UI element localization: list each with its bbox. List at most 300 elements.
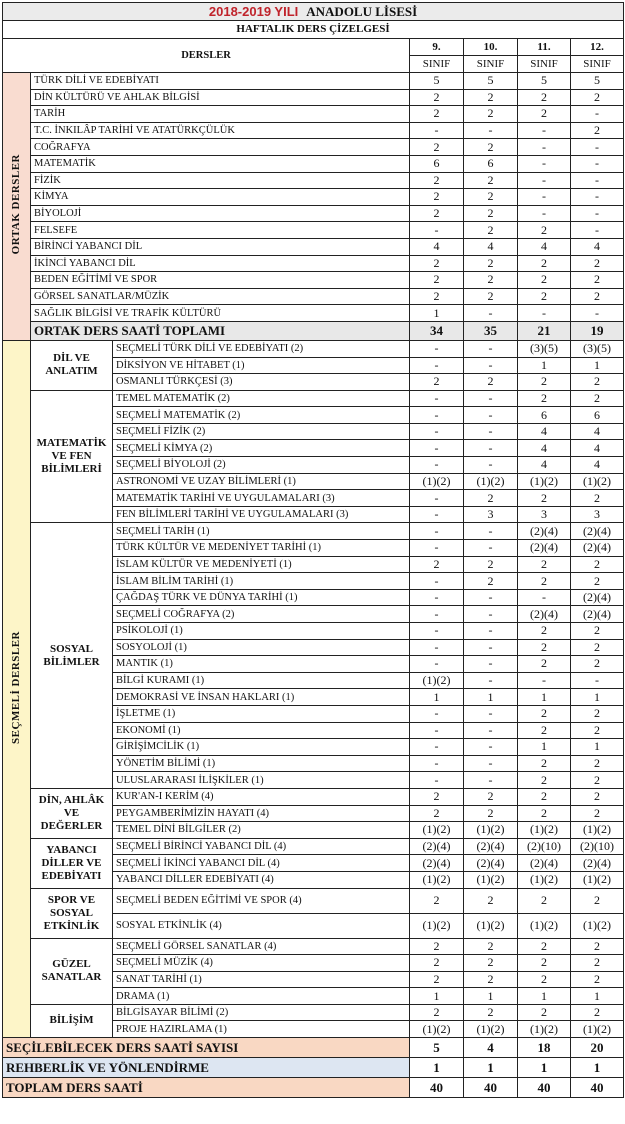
hours-grade-12: - bbox=[571, 305, 624, 322]
hours-grade-11: 2 bbox=[518, 772, 571, 789]
hours-grade-12: (2)(4) bbox=[571, 589, 624, 606]
course-name: ÇAĞDAŞ TÜRK VE DÜNYA TARİHİ (1) bbox=[113, 589, 410, 606]
hours-grade-11: 4 bbox=[518, 238, 571, 255]
hours-grade-9: 2 bbox=[410, 139, 464, 156]
hours-grade-9: - bbox=[410, 423, 464, 440]
toplam-row bbox=[3, 1078, 624, 1098]
hours-grade-11: (2)(4) bbox=[518, 523, 571, 540]
hours-grade-10: 4 bbox=[464, 238, 518, 255]
hours-grade-9: 2 bbox=[410, 971, 464, 988]
course-name: SOSYOLOJİ (1) bbox=[113, 639, 410, 656]
hours-grade-11: 4 bbox=[518, 423, 571, 440]
hours-grade-10: 2 bbox=[464, 374, 518, 391]
hours-grade-12: 2 bbox=[571, 755, 624, 772]
hours-grade-10: - bbox=[464, 440, 518, 457]
hours-grade-9: (1)(2) bbox=[410, 822, 464, 839]
hours-grade-9: - bbox=[410, 122, 464, 139]
hours-grade-10: 2 bbox=[464, 189, 518, 206]
course-row bbox=[3, 340, 624, 357]
hours-grade-12: - bbox=[571, 222, 624, 239]
sinif-header: SINIF bbox=[518, 56, 571, 73]
grade-11-header: 11. bbox=[518, 39, 571, 56]
hours-grade-10: - bbox=[464, 390, 518, 407]
hours-grade-11: 2 bbox=[518, 288, 571, 305]
hours-grade-9: 2 bbox=[410, 106, 464, 123]
hours-grade-10: 2 bbox=[464, 573, 518, 590]
hours-grade-11: (2)(4) bbox=[518, 855, 571, 872]
hours-grade-12: 2 bbox=[571, 805, 624, 822]
rehberlik-label: REHBERLİK VE YÖNLENDİRME bbox=[3, 1058, 410, 1078]
hours-grade-10: (1)(2) bbox=[464, 871, 518, 888]
course-row bbox=[3, 288, 624, 305]
hours-grade-12: (1)(2) bbox=[571, 473, 624, 490]
hours-grade-12: 6 bbox=[571, 407, 624, 424]
hours-grade-11: 1 bbox=[518, 689, 571, 706]
course-name: DEMOKRASİ VE İNSAN HAKLARI (1) bbox=[113, 689, 410, 706]
title-row bbox=[3, 3, 624, 21]
hours-grade-10: 2 bbox=[464, 139, 518, 156]
course-name: PSİKOLOJİ (1) bbox=[113, 623, 410, 640]
hours-grade-12: 1 bbox=[571, 739, 624, 756]
course-name: EKONOMİ (1) bbox=[113, 722, 410, 739]
hours-grade-10: - bbox=[464, 122, 518, 139]
course-name: SEÇMELİ MATEMATİK (2) bbox=[113, 407, 410, 424]
hours-grade-9: 2 bbox=[410, 955, 464, 972]
course-name: MATEMATİK bbox=[31, 155, 410, 172]
hours-grade-9: 1 bbox=[410, 988, 464, 1005]
course-row bbox=[3, 89, 624, 106]
hours-grade-9: - bbox=[410, 523, 464, 540]
hours-grade-11: 1 bbox=[518, 357, 571, 374]
hours-grade-9: - bbox=[410, 705, 464, 722]
hours-grade-11: 2 bbox=[518, 722, 571, 739]
hours-grade-12: 2 bbox=[571, 772, 624, 789]
course-row bbox=[3, 523, 624, 540]
course-name: PROJE HAZIRLAMA (1) bbox=[113, 1021, 410, 1038]
hours-grade-9: 5 bbox=[410, 1038, 464, 1058]
course-name: İSLAM KÜLTÜR VE MEDENİYETİ (1) bbox=[113, 556, 410, 573]
course-name: ULUSLARARASI İLİŞKİLER (1) bbox=[113, 772, 410, 789]
hours-grade-9: 6 bbox=[410, 155, 464, 172]
hours-grade-11: 4 bbox=[518, 457, 571, 474]
course-group-label: DİN, AHLÂK VE DEĞERLER bbox=[31, 788, 113, 838]
hours-grade-9: 2 bbox=[410, 189, 464, 206]
subtitle-row bbox=[3, 21, 624, 39]
hours-grade-11: 2 bbox=[518, 89, 571, 106]
hours-grade-10: (1)(2) bbox=[464, 473, 518, 490]
course-name: SEÇMELİ BİRİNCİ YABANCI DİL (4) bbox=[113, 838, 410, 855]
course-group-label: MATEMATİK VE FEN BİLİMLERİ bbox=[31, 390, 113, 523]
ortak-total-label: ORTAK DERS SAATİ TOPLAMI bbox=[31, 321, 410, 340]
course-name: COĞRAFYA bbox=[31, 139, 410, 156]
hours-grade-9: 2 bbox=[410, 172, 464, 189]
course-row bbox=[3, 205, 624, 222]
hours-grade-9: - bbox=[410, 589, 464, 606]
hours-grade-11: - bbox=[518, 122, 571, 139]
hours-grade-10: 2 bbox=[464, 172, 518, 189]
course-name: DİKSİYON VE HİTABET (1) bbox=[113, 357, 410, 374]
hours-grade-10: - bbox=[464, 739, 518, 756]
course-row bbox=[3, 1004, 624, 1021]
hours-grade-12: - bbox=[571, 172, 624, 189]
hours-grade-12: - bbox=[571, 139, 624, 156]
hours-grade-11: (2)(10) bbox=[518, 838, 571, 855]
course-row bbox=[3, 155, 624, 172]
hours-grade-11: (1)(2) bbox=[518, 913, 571, 938]
course-name: SANAT TARİHİ (1) bbox=[113, 971, 410, 988]
course-name: ASTRONOMİ VE UZAY BİLİMLERİ (1) bbox=[113, 473, 410, 490]
hours-grade-11: (1)(2) bbox=[518, 871, 571, 888]
course-group-label: SOSYAL BİLİMLER bbox=[31, 523, 113, 789]
hours-grade-10: 1 bbox=[464, 1058, 518, 1078]
ortak-dersler-label bbox=[3, 73, 31, 341]
hours-grade-10: (1)(2) bbox=[464, 822, 518, 839]
course-name: MATEMATİK TARİHİ VE UYGULAMALARI (3) bbox=[113, 490, 410, 507]
hours-grade-10: - bbox=[464, 340, 518, 357]
hours-grade-10: - bbox=[464, 423, 518, 440]
hours-grade-9: - bbox=[410, 357, 464, 374]
hours-grade-11: 1 bbox=[518, 1058, 571, 1078]
hours-grade-9: - bbox=[410, 506, 464, 523]
hours-grade-10: 2 bbox=[464, 556, 518, 573]
hours-grade-12: 2 bbox=[571, 490, 624, 507]
hours-grade-12: 2 bbox=[571, 705, 624, 722]
hours-grade-12: 2 bbox=[571, 888, 624, 913]
course-row bbox=[3, 73, 624, 90]
year-label: 2018-2019 YILI bbox=[208, 4, 299, 19]
hours-grade-10: - bbox=[464, 606, 518, 623]
hours-grade-12: 4 bbox=[571, 238, 624, 255]
hours-grade-12: (3)(5) bbox=[571, 340, 624, 357]
hours-grade-10: 2 bbox=[464, 205, 518, 222]
hours-grade-11: - bbox=[518, 189, 571, 206]
hours-grade-12: 1 bbox=[571, 988, 624, 1005]
hours-grade-11: (1)(2) bbox=[518, 822, 571, 839]
course-name: SEÇMELİ BİYOLOJİ (2) bbox=[113, 457, 410, 474]
hours-grade-9: 40 bbox=[410, 1078, 464, 1098]
weekly-schedule-table bbox=[2, 2, 624, 1098]
course-name: İKİNCİ YABANCI DİL bbox=[31, 255, 410, 272]
hours-grade-12: 2 bbox=[571, 656, 624, 673]
course-row bbox=[3, 272, 624, 289]
course-row bbox=[3, 106, 624, 123]
hours-grade-11: (2)(4) bbox=[518, 540, 571, 557]
hours-grade-9: - bbox=[410, 639, 464, 656]
hours-grade-9: 4 bbox=[410, 238, 464, 255]
hours-grade-11: 21 bbox=[518, 321, 571, 340]
hours-grade-11: 6 bbox=[518, 407, 571, 424]
hours-grade-12: 2 bbox=[571, 639, 624, 656]
rehberlik-row bbox=[3, 1058, 624, 1078]
hours-grade-9: (1)(2) bbox=[410, 473, 464, 490]
hours-grade-10: 2 bbox=[464, 955, 518, 972]
hours-grade-9: 2 bbox=[410, 374, 464, 391]
secilebilecek-row bbox=[3, 1038, 624, 1058]
hours-grade-9: - bbox=[410, 222, 464, 239]
hours-grade-10: 1 bbox=[464, 689, 518, 706]
hours-grade-12: (1)(2) bbox=[571, 822, 624, 839]
hours-grade-9: 2 bbox=[410, 556, 464, 573]
hours-grade-12: 4 bbox=[571, 457, 624, 474]
hours-grade-9: (1)(2) bbox=[410, 871, 464, 888]
grade-10-header: 10. bbox=[464, 39, 518, 56]
subtitle: HAFTALIK DERS ÇİZELGESİ bbox=[3, 21, 624, 39]
hours-grade-10: - bbox=[464, 722, 518, 739]
hours-grade-11: 2 bbox=[518, 755, 571, 772]
hours-grade-11: (1)(2) bbox=[518, 473, 571, 490]
hours-grade-11: 2 bbox=[518, 255, 571, 272]
hours-grade-10: 35 bbox=[464, 321, 518, 340]
sinif-header: SINIF bbox=[571, 56, 624, 73]
course-name: SEÇMELİ BEDEN EĞİTİMİ VE SPOR (4) bbox=[113, 888, 410, 913]
course-row bbox=[3, 172, 624, 189]
course-name: FEN BİLİMLERİ TARİHİ VE UYGULAMALARI (3) bbox=[113, 506, 410, 523]
hours-grade-11: 2 bbox=[518, 938, 571, 955]
course-name: TEMEL MATEMATİK (2) bbox=[113, 390, 410, 407]
hours-grade-10: - bbox=[464, 457, 518, 474]
title-cell bbox=[3, 3, 624, 21]
hours-grade-10: - bbox=[464, 357, 518, 374]
course-name: DRAMA (1) bbox=[113, 988, 410, 1005]
ortak-total-row bbox=[3, 321, 624, 340]
hours-grade-9: - bbox=[410, 739, 464, 756]
hours-grade-12: 2 bbox=[571, 556, 624, 573]
hours-grade-9: - bbox=[410, 490, 464, 507]
hours-grade-11: 2 bbox=[518, 788, 571, 805]
hours-grade-9: - bbox=[410, 606, 464, 623]
course-name: SEÇMELİ COĞRAFYA (2) bbox=[113, 606, 410, 623]
hours-grade-12: - bbox=[571, 106, 624, 123]
course-name: KUR'AN-I KERİM (4) bbox=[113, 788, 410, 805]
hours-grade-9: - bbox=[410, 623, 464, 640]
hours-grade-11: - bbox=[518, 589, 571, 606]
course-row bbox=[3, 305, 624, 322]
hours-grade-9: - bbox=[410, 540, 464, 557]
hours-grade-11: 2 bbox=[518, 556, 571, 573]
hours-grade-12: 2 bbox=[571, 390, 624, 407]
hours-grade-12: 20 bbox=[571, 1038, 624, 1058]
hours-grade-12: (1)(2) bbox=[571, 1021, 624, 1038]
course-row bbox=[3, 938, 624, 955]
hours-grade-9: - bbox=[410, 772, 464, 789]
hours-grade-9: - bbox=[410, 440, 464, 457]
course-name: GÖRSEL SANATLAR/MÜZİK bbox=[31, 288, 410, 305]
course-row bbox=[3, 390, 624, 407]
hours-grade-12: (2)(4) bbox=[571, 540, 624, 557]
course-name: SEÇMELİ İKİNCİ YABANCI DİL (4) bbox=[113, 855, 410, 872]
hours-grade-10: - bbox=[464, 705, 518, 722]
course-name: İŞLETME (1) bbox=[113, 705, 410, 722]
hours-grade-9: (1)(2) bbox=[410, 672, 464, 689]
course-name: TÜRK DİLİ VE EDEBİYATI bbox=[31, 73, 410, 90]
course-name: OSMANLI TÜRKÇESİ (3) bbox=[113, 374, 410, 391]
course-name: GİRİŞİMCİLİK (1) bbox=[113, 739, 410, 756]
hours-grade-10: 2 bbox=[464, 1004, 518, 1021]
hours-grade-10: 3 bbox=[464, 506, 518, 523]
hours-grade-12: (2)(4) bbox=[571, 855, 624, 872]
header-row-grades bbox=[3, 39, 624, 56]
hours-grade-10: - bbox=[464, 589, 518, 606]
hours-grade-10: 4 bbox=[464, 1038, 518, 1058]
hours-grade-12: 1 bbox=[571, 357, 624, 374]
hours-grade-10: - bbox=[464, 639, 518, 656]
hours-grade-9: (1)(2) bbox=[410, 1021, 464, 1038]
hours-grade-12: 2 bbox=[571, 971, 624, 988]
hours-grade-9: 2 bbox=[410, 938, 464, 955]
hours-grade-10: 2 bbox=[464, 938, 518, 955]
hours-grade-12: - bbox=[571, 672, 624, 689]
sinif-header: SINIF bbox=[410, 56, 464, 73]
hours-grade-12: 2 bbox=[571, 623, 624, 640]
hours-grade-11: 2 bbox=[518, 639, 571, 656]
hours-grade-12: 5 bbox=[571, 73, 624, 90]
hours-grade-11: 4 bbox=[518, 440, 571, 457]
hours-grade-9: 5 bbox=[410, 73, 464, 90]
course-row bbox=[3, 189, 624, 206]
hours-grade-9: - bbox=[410, 573, 464, 590]
hours-grade-9: - bbox=[410, 656, 464, 673]
sinif-header: SINIF bbox=[464, 56, 518, 73]
hours-grade-11: 18 bbox=[518, 1038, 571, 1058]
hours-grade-9: 2 bbox=[410, 255, 464, 272]
hours-grade-11: - bbox=[518, 205, 571, 222]
ortak-dersler-text: ORTAK DERSLER bbox=[10, 154, 22, 255]
hours-grade-11: 2 bbox=[518, 106, 571, 123]
hours-grade-9: 2 bbox=[410, 205, 464, 222]
hours-grade-12: 2 bbox=[571, 272, 624, 289]
course-row bbox=[3, 838, 624, 855]
course-name: SEÇMELİ MÜZİK (4) bbox=[113, 955, 410, 972]
hours-grade-11: 2 bbox=[518, 955, 571, 972]
hours-grade-11: 2 bbox=[518, 222, 571, 239]
hours-grade-12: 3 bbox=[571, 506, 624, 523]
hours-grade-9: 2 bbox=[410, 888, 464, 913]
course-name: SEÇMELİ KİMYA (2) bbox=[113, 440, 410, 457]
hours-grade-11: 2 bbox=[518, 272, 571, 289]
hours-grade-9: (1)(2) bbox=[410, 913, 464, 938]
course-row bbox=[3, 788, 624, 805]
hours-grade-12: 2 bbox=[571, 788, 624, 805]
course-group-label: YABANCI DİLLER VE EDEBİYATI bbox=[31, 838, 113, 888]
hours-grade-11: - bbox=[518, 672, 571, 689]
hours-grade-12: - bbox=[571, 205, 624, 222]
hours-grade-12: 19 bbox=[571, 321, 624, 340]
hours-grade-10: - bbox=[464, 540, 518, 557]
hours-grade-10: 40 bbox=[464, 1078, 518, 1098]
hours-grade-11: 5 bbox=[518, 73, 571, 90]
hours-grade-10: - bbox=[464, 407, 518, 424]
course-row bbox=[3, 122, 624, 139]
course-name: YABANCI DİLLER EDEBİYATI (4) bbox=[113, 871, 410, 888]
hours-grade-9: 2 bbox=[410, 288, 464, 305]
course-group-label: BİLİŞİM bbox=[31, 1004, 113, 1037]
course-name: FİZİK bbox=[31, 172, 410, 189]
secilebilecek-label: SEÇİLEBİLECEK DERS SAATİ SAYISI bbox=[3, 1038, 410, 1058]
hours-grade-11: 2 bbox=[518, 1004, 571, 1021]
hours-grade-11: (2)(4) bbox=[518, 606, 571, 623]
hours-grade-9: 1 bbox=[410, 689, 464, 706]
hours-grade-10: 2 bbox=[464, 888, 518, 913]
hours-grade-11: 2 bbox=[518, 390, 571, 407]
hours-grade-10: - bbox=[464, 656, 518, 673]
hours-grade-11: 2 bbox=[518, 888, 571, 913]
hours-grade-11: - bbox=[518, 172, 571, 189]
hours-grade-12: 2 bbox=[571, 938, 624, 955]
course-name: BEDEN EĞİTİMİ VE SPOR bbox=[31, 272, 410, 289]
hours-grade-12: (2)(10) bbox=[571, 838, 624, 855]
grade-12-header: 12. bbox=[571, 39, 624, 56]
course-row bbox=[3, 222, 624, 239]
hours-grade-10: 5 bbox=[464, 73, 518, 90]
hours-grade-10: 2 bbox=[464, 805, 518, 822]
hours-grade-12: - bbox=[571, 189, 624, 206]
hours-grade-12: 2 bbox=[571, 288, 624, 305]
grade-9-header: 9. bbox=[410, 39, 464, 56]
course-name: MANTIK (1) bbox=[113, 656, 410, 673]
secmeli-dersler-text: SEÇMELİ DERSLER bbox=[10, 630, 22, 744]
hours-grade-9: 2 bbox=[410, 272, 464, 289]
course-name: TEMEL DİNİ BİLGİLER (2) bbox=[113, 822, 410, 839]
hours-grade-12: - bbox=[571, 155, 624, 172]
course-row bbox=[3, 255, 624, 272]
hours-grade-10: 2 bbox=[464, 272, 518, 289]
hours-grade-9: 2 bbox=[410, 89, 464, 106]
hours-grade-12: 2 bbox=[571, 573, 624, 590]
hours-grade-9: 2 bbox=[410, 788, 464, 805]
hours-grade-11: 2 bbox=[518, 971, 571, 988]
hours-grade-10: - bbox=[464, 305, 518, 322]
hours-grade-12: (1)(2) bbox=[571, 913, 624, 938]
hours-grade-12: 2 bbox=[571, 122, 624, 139]
course-name: SAĞLIK BİLGİSİ VE TRAFİK KÜLTÜRÜ bbox=[31, 305, 410, 322]
hours-grade-10: (2)(4) bbox=[464, 838, 518, 855]
hours-grade-10: 6 bbox=[464, 155, 518, 172]
toplam-label: TOPLAM DERS SAATİ bbox=[3, 1078, 410, 1098]
hours-grade-9: 1 bbox=[410, 1058, 464, 1078]
course-name: İSLAM BİLİM TARİHİ (1) bbox=[113, 573, 410, 590]
hours-grade-9: - bbox=[410, 407, 464, 424]
course-name: TARİH bbox=[31, 106, 410, 123]
hours-grade-12: 2 bbox=[571, 374, 624, 391]
hours-grade-12: 4 bbox=[571, 423, 624, 440]
course-group-label: GÜZEL SANATLAR bbox=[31, 938, 113, 1004]
hours-grade-10: 2 bbox=[464, 255, 518, 272]
hours-grade-10: (1)(2) bbox=[464, 913, 518, 938]
course-name: TÜRK KÜLTÜR VE MEDENİYET TARİHİ (1) bbox=[113, 540, 410, 557]
course-name: SEÇMELİ TARİH (1) bbox=[113, 523, 410, 540]
hours-grade-11: 2 bbox=[518, 805, 571, 822]
hours-grade-9: - bbox=[410, 340, 464, 357]
hours-grade-12: 2 bbox=[571, 722, 624, 739]
hours-grade-9: - bbox=[410, 457, 464, 474]
hours-grade-12: 1 bbox=[571, 689, 624, 706]
hours-grade-10: (2)(4) bbox=[464, 855, 518, 872]
hours-grade-10: 2 bbox=[464, 788, 518, 805]
course-name: KİMYA bbox=[31, 189, 410, 206]
course-name: SEÇMELİ FİZİK (2) bbox=[113, 423, 410, 440]
course-group-label: DİL VE ANLATIM bbox=[31, 340, 113, 390]
dersler-header: DERSLER bbox=[3, 39, 410, 73]
hours-grade-9: (2)(4) bbox=[410, 838, 464, 855]
hours-grade-12: 2 bbox=[571, 255, 624, 272]
hours-grade-10: 1 bbox=[464, 988, 518, 1005]
hours-grade-9: - bbox=[410, 722, 464, 739]
course-name: BİYOLOJİ bbox=[31, 205, 410, 222]
hours-grade-10: 2 bbox=[464, 89, 518, 106]
hours-grade-10: - bbox=[464, 772, 518, 789]
hours-grade-12: 4 bbox=[571, 440, 624, 457]
hours-grade-10: - bbox=[464, 623, 518, 640]
